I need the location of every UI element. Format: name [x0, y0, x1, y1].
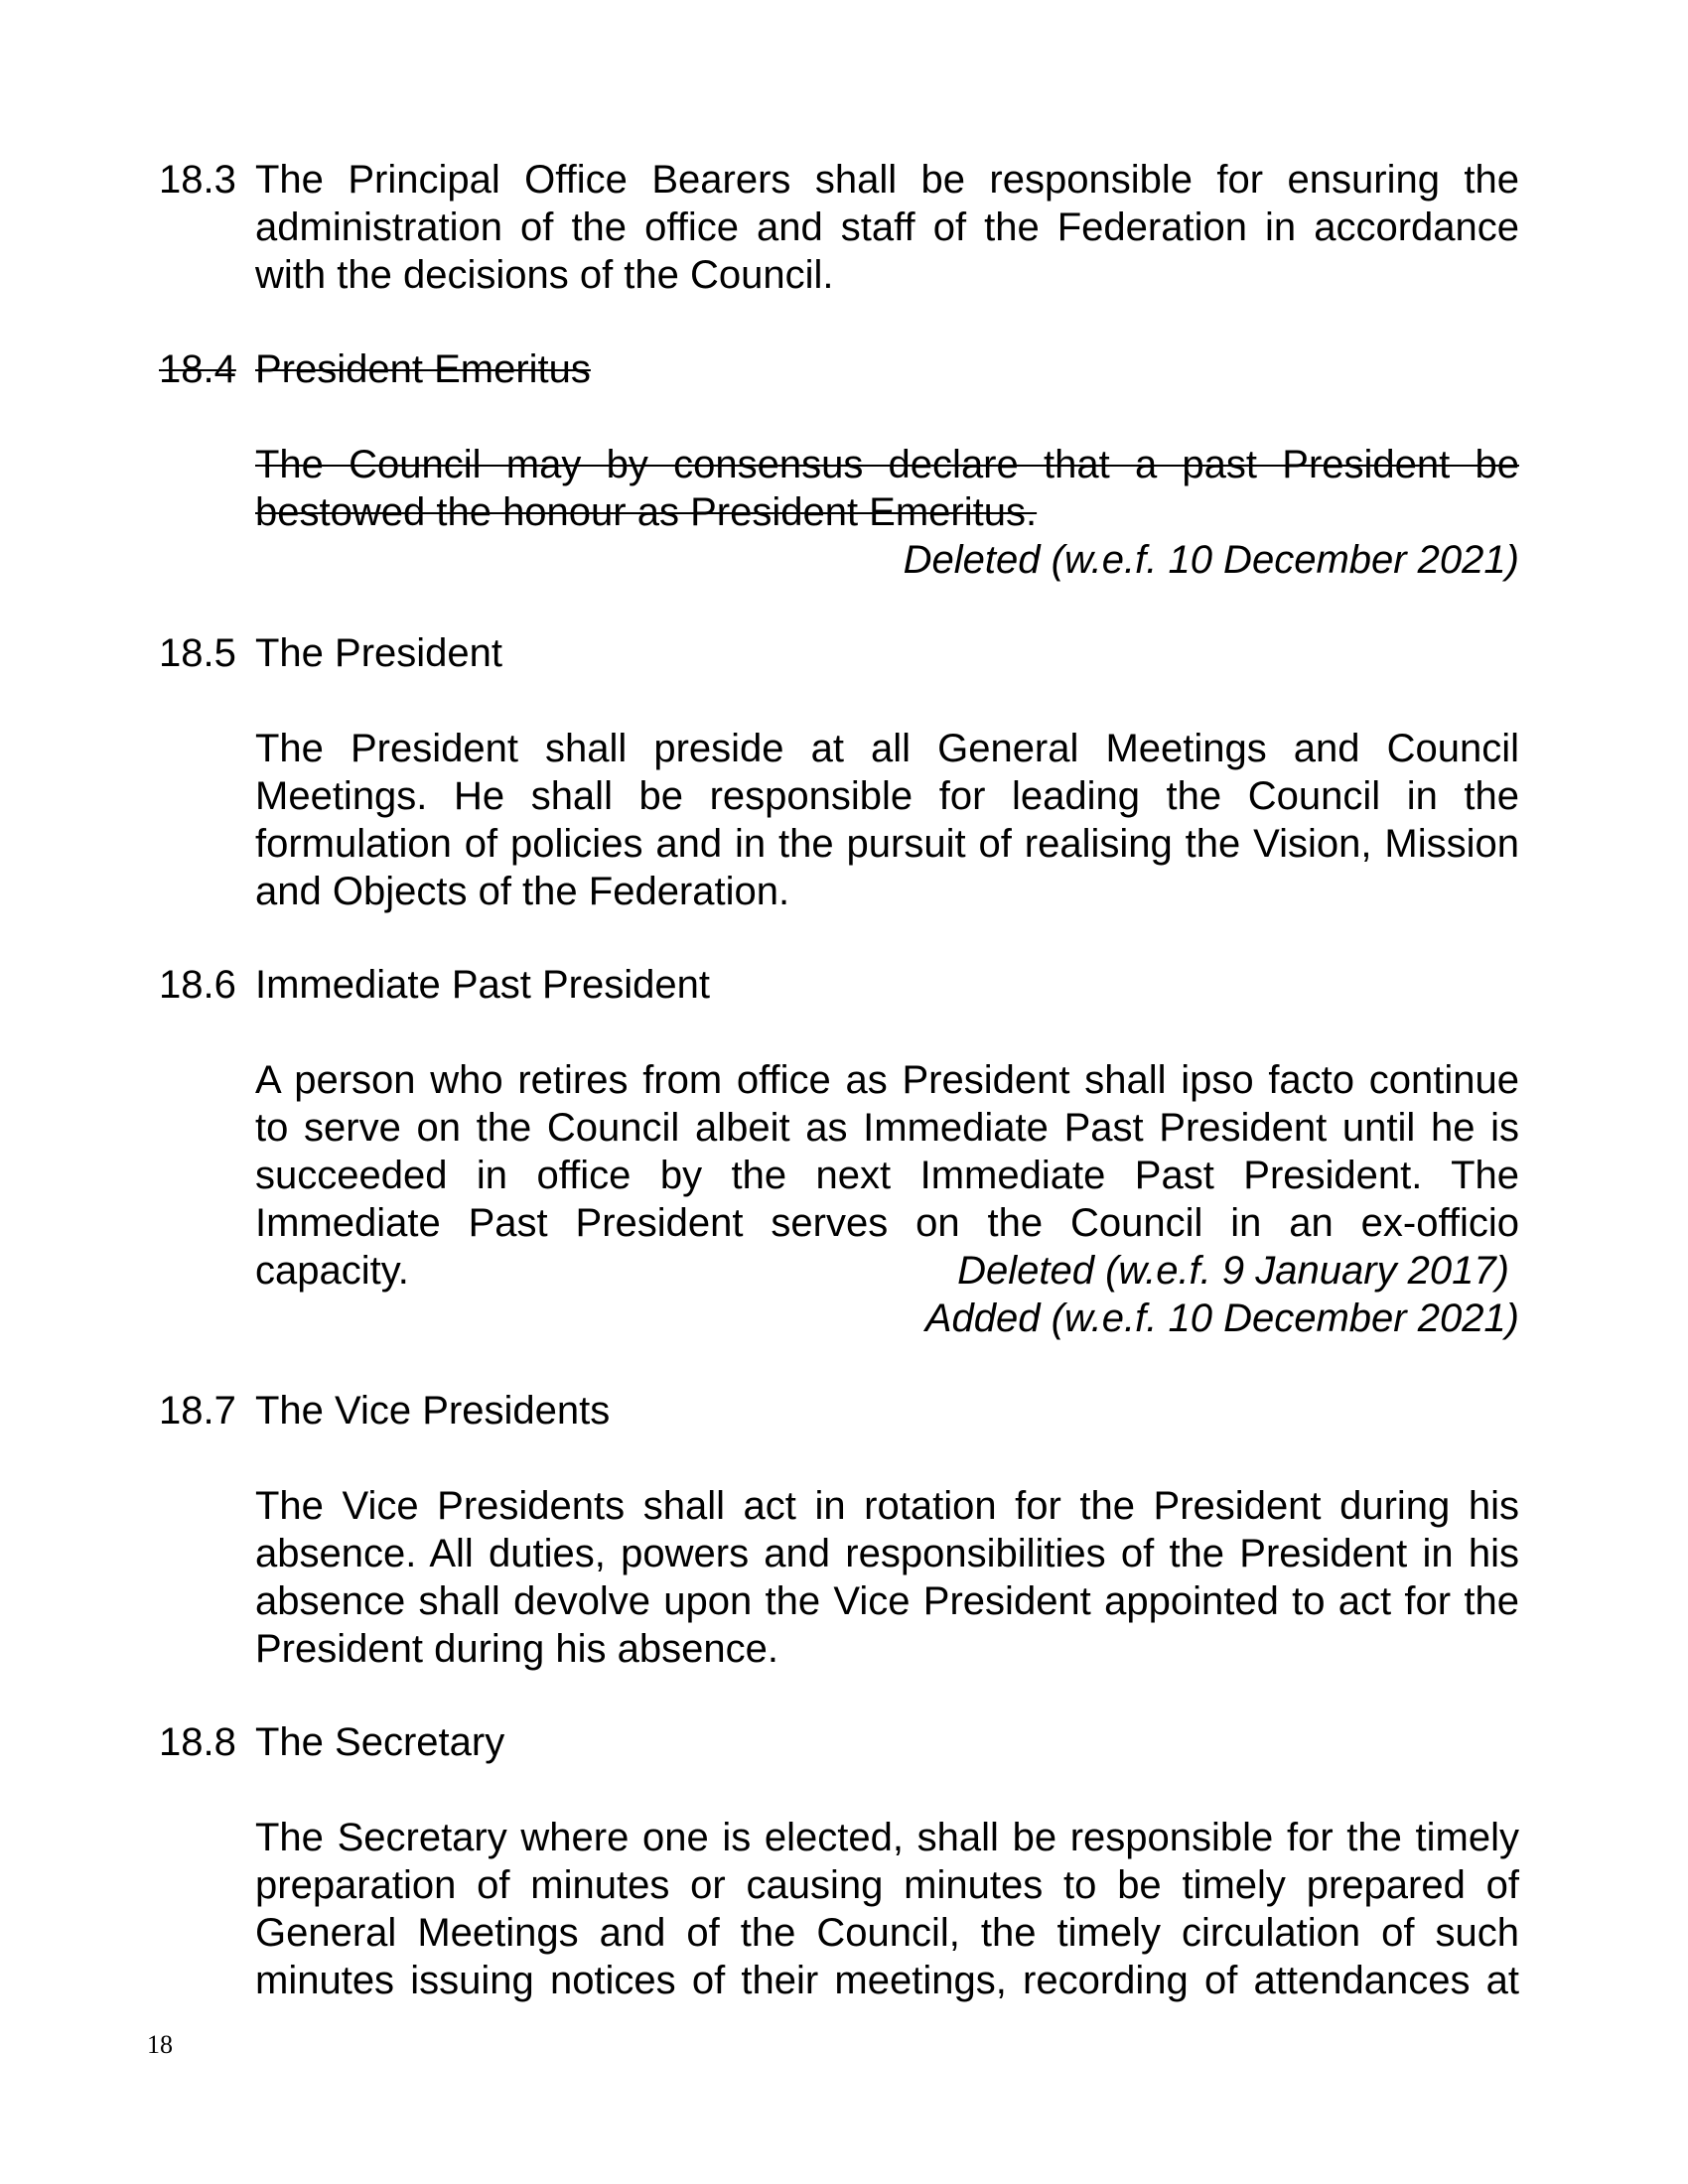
section-title: President Emeritus [255, 347, 591, 391]
section-number: 18.6 [159, 963, 236, 1007]
section-title: The Vice Presidents [255, 1389, 611, 1433]
section-title: The President [255, 631, 503, 675]
page-number: 18 [147, 2030, 173, 2059]
amendment-note-deleted: Deleted (w.e.f. 9 January 2017) [957, 1249, 1509, 1293]
section-number: 18.8 [159, 1720, 236, 1764]
section-text: The Secretary where one is elected, shall be responsible for the timely preparation of minutes or causing minutes to be timely prepared of General Meetings and of the Council, the timely circulation of such minutes issuing notices of their meetings, recording of attendances at [255, 1816, 1519, 2002]
section-text: The President shall preside at all General Meetings and Council Meetings. He shall be responsible for leading the Council in the formulation of policies and in the pursuit of realising the Vision, Mission and Objects of the Federation. [255, 727, 1519, 913]
amendment-note: Deleted (w.e.f. 10 December 2021) [903, 538, 1519, 582]
section-text: The Principal Office Bearers shall be responsible for ensuring the administration of the office and staff of the Federation in accordance with the decisions of the Council. [255, 158, 1519, 297]
section-number: 18.3 [159, 158, 236, 202]
section-18-5 [159, 629, 1519, 915]
section-title: Immediate Past President [255, 963, 710, 1007]
amendment-note-added: Added (w.e.f. 10 December 2021) [924, 1297, 1519, 1340]
section-text: The Vice Presidents shall act in rotation for the President during his absence. All duties, powers and responsibilities of the President in his absence shall devolve upon the Vice President appointed to act for the President during his absence. [255, 1484, 1519, 1671]
section-18-6 [159, 961, 1519, 1342]
section-number: 18.4 [159, 347, 236, 391]
section-title: The Secretary [255, 1720, 505, 1764]
section-text: A person who retires from office as President shall ipso facto continue to serve on the Council albeit as Immediate Past President until he is succeeded in office by the next Immediate Past President. The Immediate Past President serves on the Council in an ex-officio [255, 1058, 1519, 1245]
section-text-end: capacity. [255, 1249, 409, 1293]
section-18-7 [159, 1387, 1519, 1673]
section-number: 18.5 [159, 631, 236, 675]
section-number: 18.7 [159, 1389, 236, 1433]
section-18-8 [159, 1718, 1519, 2004]
section-text: The Council may by consensus declare that a past President be bestowed the honour as President Emeritus. [255, 443, 1519, 534]
section-18-3 [159, 156, 1519, 299]
section-18-4 [159, 345, 1519, 584]
